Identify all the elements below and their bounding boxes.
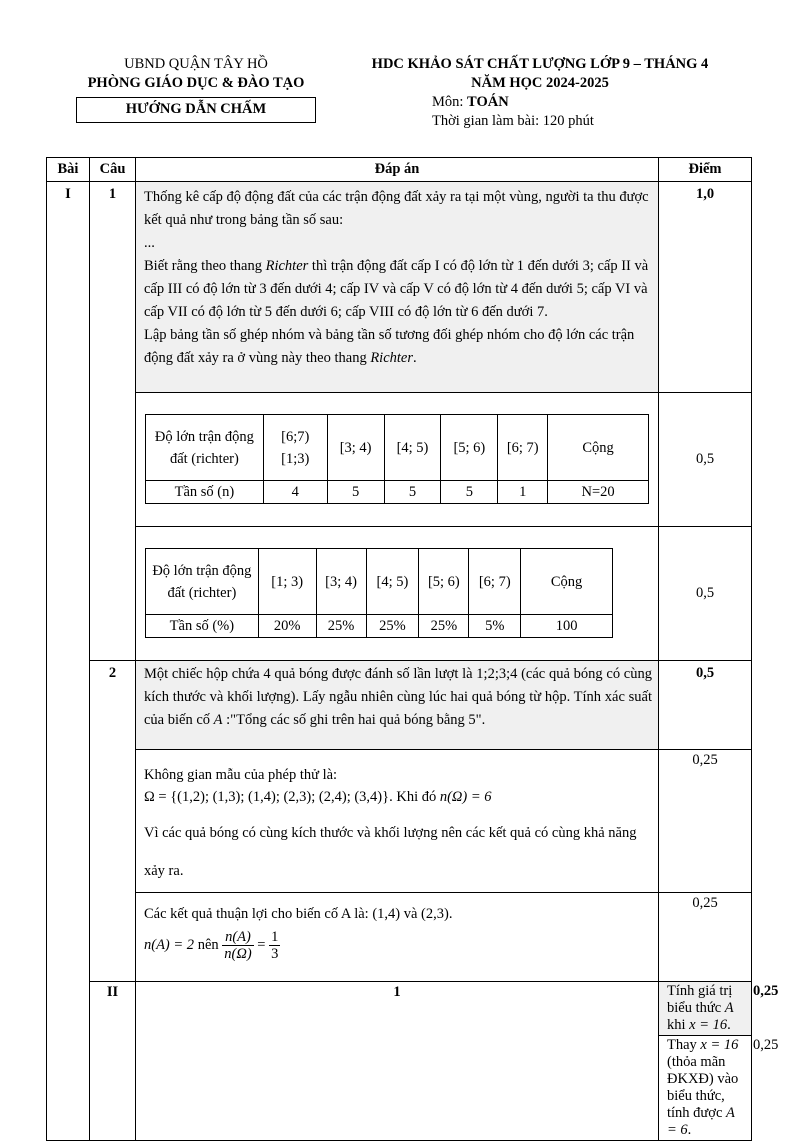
rel-value: 20% bbox=[258, 615, 316, 638]
solution-I-2-step2 bbox=[136, 893, 659, 982]
table-row bbox=[47, 393, 752, 527]
problem-I-1 bbox=[136, 182, 659, 393]
header-left bbox=[70, 55, 322, 123]
rel-table-header: Độ lớn trận động đất (richter) bbox=[146, 549, 259, 615]
relative-frequency-table bbox=[145, 548, 613, 638]
col-cau: Câu bbox=[90, 158, 136, 182]
rel-value: 25% bbox=[419, 615, 469, 638]
rel-row-label: Tần số (%) bbox=[146, 615, 259, 638]
problem-text: Thống kê cấp độ động đất của các trận động đất xảy ra tại một vùng, người ta thu được kết quả như trong bảng tần số sau: bbox=[144, 189, 649, 228]
bai-I: I bbox=[47, 182, 90, 1141]
doc-type-box: HƯỚNG DẪN CHẤM bbox=[76, 97, 316, 123]
problem-task-text: Lập bảng tần số ghép nhóm và bảng tần số tương đối ghép nhóm cho độ lớn các trận động đất xảy ra ở vùng này theo thang Richter. bbox=[144, 327, 635, 366]
points-I-2: 0,5 bbox=[659, 661, 752, 750]
table-row bbox=[47, 527, 752, 661]
department-name: PHÒNG GIÁO DỤC & ĐÀO TẠO bbox=[87, 75, 305, 91]
freq-value: 5 bbox=[441, 481, 498, 504]
freq-row-label: Tần số (n) bbox=[146, 481, 264, 504]
subject-label: Môn: bbox=[432, 94, 468, 110]
header-right bbox=[330, 55, 750, 131]
sample-space-formula: Ω = {(1,2); (1,3); (1,4); (2,3); (2,4); (3,4)}. Khi đó n(Ω) = 6 bbox=[144, 789, 492, 805]
freq-table-header: Độ lớn trận động đất (richter) bbox=[146, 415, 264, 481]
sample-space-label: Không gian mẫu của phép thử là: bbox=[144, 767, 338, 783]
rel-col: [1; 3) bbox=[258, 549, 316, 615]
rel-col: [4; 5) bbox=[366, 549, 419, 615]
exam-title: HDC KHẢO SÁT CHẤT LƯỢNG LỚP 9 – THÁNG 4 bbox=[371, 56, 709, 72]
freq-value: 5 bbox=[384, 481, 441, 504]
col-diem: Điểm bbox=[659, 158, 752, 182]
points-I-1: 1,0 bbox=[659, 182, 752, 393]
table-row: Thay x = 16 (thỏa mãn ĐKXĐ) vào biểu thức, tính được A = 6. 0,25 bbox=[47, 1036, 752, 1141]
rel-value: 25% bbox=[316, 615, 366, 638]
rel-value: 5% bbox=[469, 615, 521, 638]
problem-I-2: Một chiếc hộp chứa 4 quả bóng được đánh số lần lượt là 1;2;3;4 (các quả bóng có cùng kích thước và khối lượng). Lấy ngẫu nhiên cùng lúc hai quả bóng từ hộp. Tính xác suất của biến cố A :"Tổng các số ghi trên hai quả bóng bằng 5". bbox=[136, 661, 659, 750]
problem-II-1: Tính giá trị biểu thức A khi x = 16. bbox=[659, 982, 752, 1036]
table-row bbox=[47, 750, 752, 893]
cau-II-1: 1 bbox=[136, 982, 659, 1141]
district-name: UBND QUẬN TÂY HỒ bbox=[124, 56, 268, 72]
answer-table bbox=[46, 157, 779, 1141]
table-row bbox=[47, 182, 752, 393]
rel-value: 25% bbox=[366, 615, 419, 638]
col-bai: Bài bbox=[47, 158, 90, 182]
cau-I-1: 1 bbox=[90, 182, 136, 661]
solution-table2 bbox=[136, 527, 659, 661]
freq-value: 5 bbox=[327, 481, 384, 504]
equally-likely-text: Vì các quả bóng có cùng kích thước và khối lượng nên các kết quả có cùng khả năng xảy ra. bbox=[144, 825, 637, 879]
probability-formula: n(A) = 2 nên $\frac{n(A)}{n(\Omega)}$ = $\frac{1}{3}$ bbox=[144, 929, 279, 962]
freq-col-total: Cộng bbox=[548, 415, 649, 481]
subject-line bbox=[330, 93, 750, 112]
cau-I-2: 2 bbox=[90, 661, 136, 982]
school-year: NĂM HỌC 2024-2025 bbox=[471, 75, 609, 91]
solution-I-2-step1 bbox=[136, 750, 659, 893]
freq-value: 4 bbox=[263, 481, 327, 504]
frequency-table bbox=[145, 414, 649, 504]
table-row bbox=[47, 661, 752, 750]
solution-II-1: Thay x = 16 (thỏa mãn ĐKXĐ) vào biểu thức, tính được A = 6. bbox=[659, 1036, 752, 1141]
rel-value: 100 bbox=[521, 615, 613, 638]
freq-col-2: [3; 4) bbox=[327, 415, 384, 481]
bai-II: II bbox=[90, 982, 136, 1141]
favorable-outcomes: Các kết quả thuận lợi cho biến cố A là: (1,4) và (2,3). bbox=[144, 906, 453, 922]
time-line: Thời gian làm bài: 120 phút bbox=[432, 113, 594, 129]
freq-col-1: [6;7) [1;3) bbox=[263, 415, 327, 481]
freq-value: N=20 bbox=[548, 481, 649, 504]
problem-ellipsis: ... bbox=[144, 235, 155, 251]
points-table1: 0,5 bbox=[659, 393, 752, 527]
table-row: II 1 Tính giá trị biểu thức A khi x = 16. 0,25 bbox=[47, 982, 752, 1036]
subject-value: TOÁN bbox=[467, 94, 509, 110]
col-dapan: Đáp án bbox=[136, 158, 659, 182]
points-I-2-step2: 0,25 bbox=[659, 893, 752, 982]
rel-col: [6; 7) bbox=[469, 549, 521, 615]
freq-col-4: [5; 6) bbox=[441, 415, 498, 481]
rel-col: [3; 4) bbox=[316, 549, 366, 615]
points-I-2-step1: 0,25 bbox=[659, 750, 752, 893]
rel-col-total: Cộng bbox=[521, 549, 613, 615]
freq-value: 1 bbox=[498, 481, 548, 504]
table-row bbox=[47, 893, 752, 982]
rel-col: [5; 6) bbox=[419, 549, 469, 615]
freq-col-5: [6; 7) bbox=[498, 415, 548, 481]
solution-table1 bbox=[136, 393, 659, 527]
points-table2: 0,5 bbox=[659, 527, 752, 661]
problem-richter-text: Biết rằng theo thang Richter thì trận động đất cấp I có độ lớn từ 1 đến dưới 3; cấp II và cấp III có độ lớn từ 3 đến dưới 4; cấp IV và cấp V có độ lớn từ 4 đến dưới 5; cấp VI và cấp VII có độ lớn từ 5 đến dưới 6; cấp VIII có độ lớn từ 6 đến dưới 7. bbox=[144, 258, 649, 320]
freq-col-3: [4; 5) bbox=[384, 415, 441, 481]
table-header-row bbox=[47, 158, 752, 182]
